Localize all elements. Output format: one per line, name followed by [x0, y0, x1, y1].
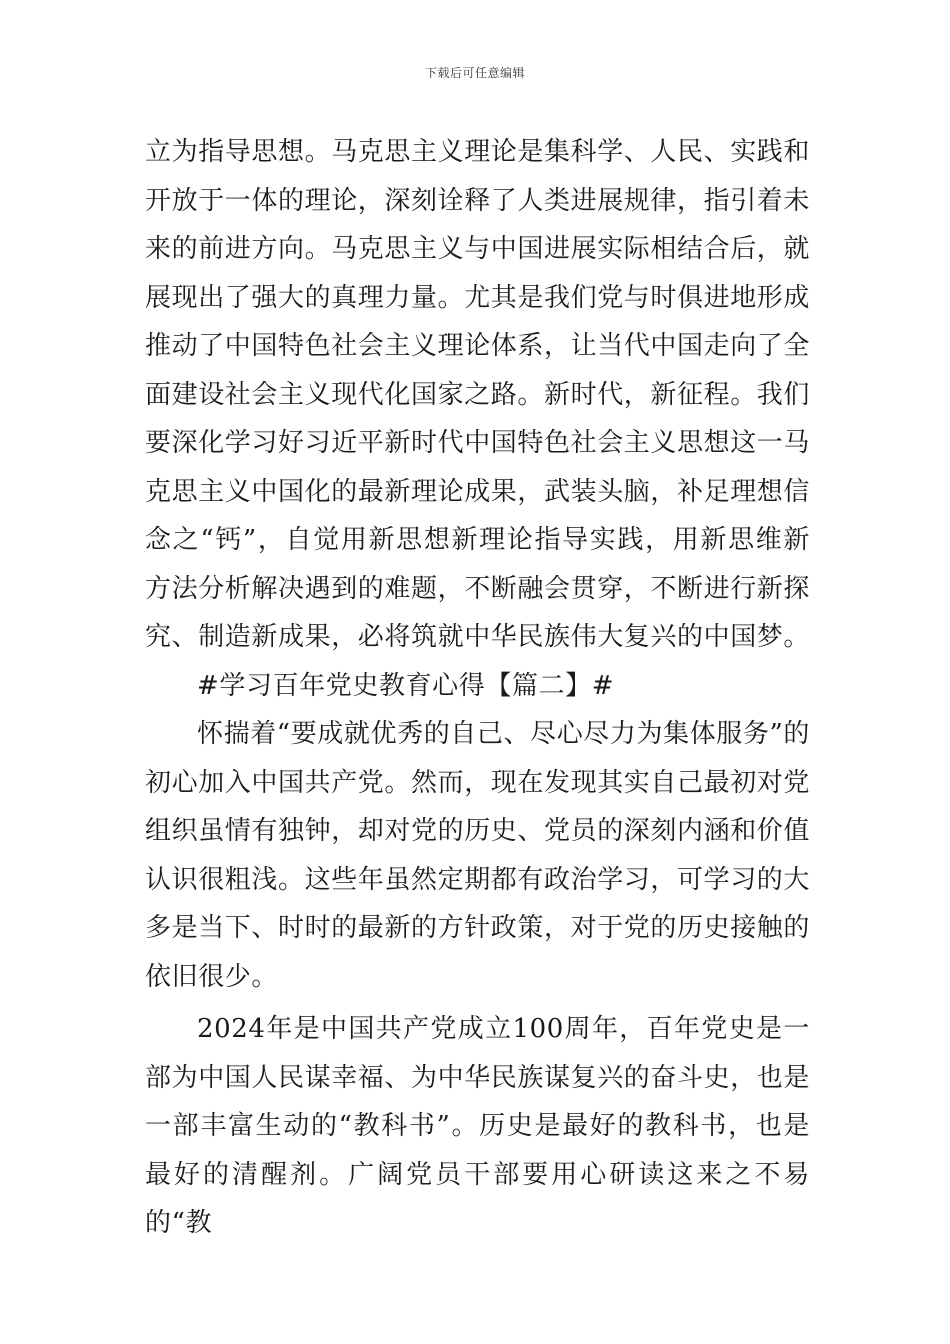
paragraph: 怀揣着“要成就优秀的自己、尽心尽力为集体服务”的初心加入中国共产党。然而，现在发现其实自己最初对党组织虽情有独钟，却对党的历史、党员的深刻内涵和价值认识很粗浅。这些年虽然定期都有政治学习，可学习的大多是当下、时时的最新的方针政策，对于党的历史接触的依旧很少。 — [145, 719, 811, 992]
page-header: 下载后可任意编辑 — [424, 66, 525, 80]
section-heading: #学习百年党史教育心得【篇二】# — [197, 670, 615, 701]
paragraph: 2024年是中国共产党成立100周年，百年党史是一部为中国人民谋幸福、为中华民族谋复兴的奋斗史，也是一部丰富生动的“教科书”。历史是最好的教科书，也是最好的清醒剂。广阔党员干部要用心研读这来之不易的“教 — [145, 1014, 811, 1238]
document-body — [145, 128, 810, 1248]
paragraph-continued: 立为指导思想。马克思主义理论是集科学、人民、实践和开放于一体的理论，深刻诠释了人类进展规律，指引着未来的前进方向。马克思主义与中国进展实际相结合后，就展现出了强大的真理力量。尤其是我们党与时俱进地形成推动了中国特色社会主义理论体系，让当代中国走向了全面建设社会主义现代化国家之路。新时代，新征程。我们要深化学习好习近平新时代中国特色社会主义思想这一马克思主义中国化的最新理论成果，武装头脑，补足理想信念之“钙”，自觉用新思想新理论指导实践，用新思维新方法分析解决遇到的难题，不断融会贯穿，不断进行新探究、制造新成果，必将筑就中华民族伟大复兴的中国梦。 — [145, 137, 811, 652]
